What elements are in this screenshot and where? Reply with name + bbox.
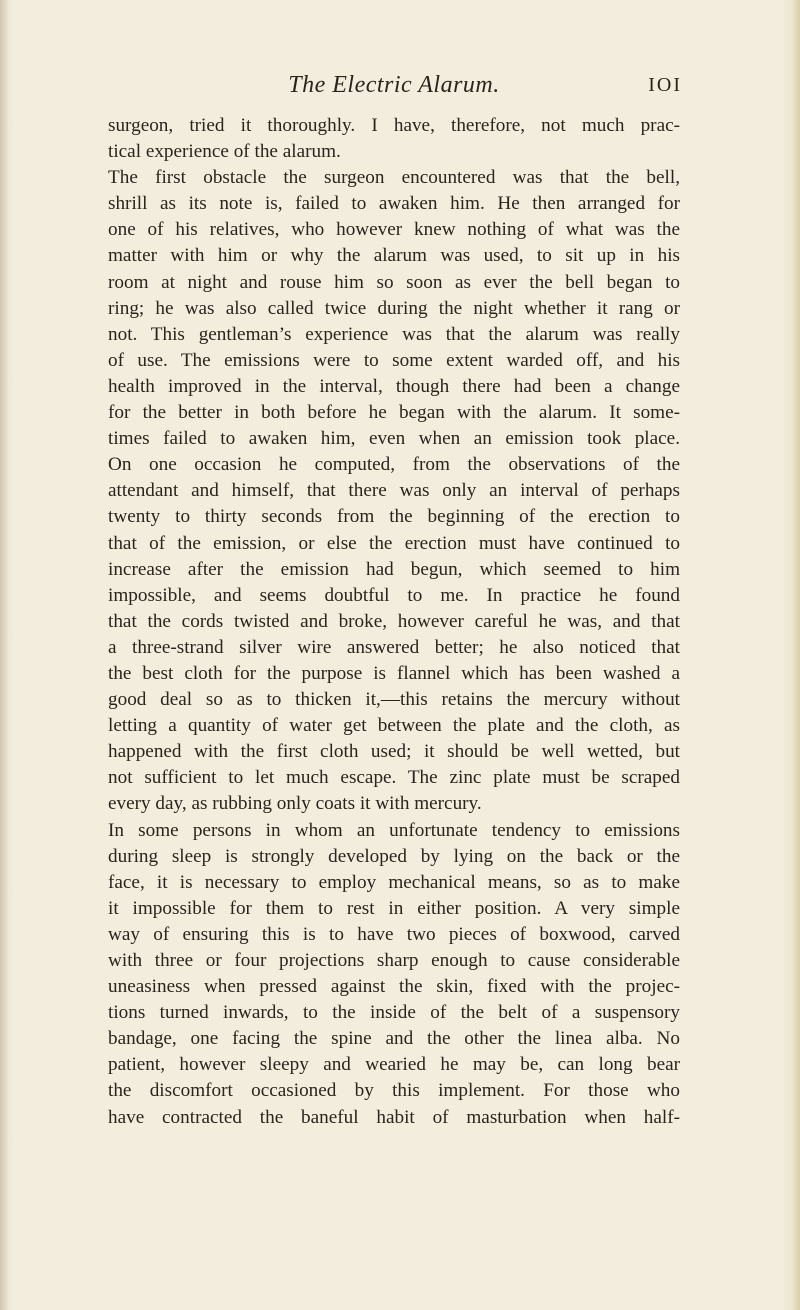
text-line: twenty to thirty seconds from the beginning of the erection to: [108, 506, 680, 528]
text-line: impossible, and seems doubtful to me. In practice he found: [108, 584, 680, 606]
text-line: every day, as rubbing only coats it with mercury.: [108, 793, 482, 815]
text-line: way of ensuring this is to have two pieces of boxwood, carved: [108, 923, 680, 945]
text-line: the discomfort occasioned by this implement. For those who: [108, 1080, 680, 1102]
text-line: that the cords twisted and broke, however careful he was, and that: [108, 610, 680, 632]
text-line: room at night and rouse him so soon as ever the bell began to: [108, 271, 680, 293]
text-line: attendant and himself, that there was only an interval of perhaps: [108, 480, 680, 502]
text-line: ring; he was also called twice during the night whether it rang or: [108, 297, 680, 319]
text-line: during sleep is strongly developed by lying on the back or the: [108, 845, 680, 867]
running-header: [108, 72, 680, 106]
text-line: for the better in both before he began with the alarum. It some-: [108, 402, 680, 424]
text-line: On one occasion he computed, from the observations of the: [108, 454, 680, 476]
running-title: The Electric Alarum.: [288, 72, 500, 98]
text-line: a three-strand silver wire answered better; he also noticed that: [108, 636, 680, 658]
page-left-edge: [0, 0, 8, 1310]
text-line: have contracted the baneful habit of masturbation when half-: [108, 1106, 680, 1128]
text-line: one of his relatives, who however knew nothing of what was the: [108, 219, 680, 241]
text-line: that of the emission, or else the erection must have continued to: [108, 532, 680, 554]
text-line: good deal so as to thicken it,—this retains the mercury without: [108, 689, 680, 711]
page-right-edge: [790, 0, 800, 1310]
text-line: uneasiness when pressed against the skin, fixed with the projec-: [108, 976, 680, 998]
text-line: tical experience of the alarum.: [108, 141, 341, 163]
text-line: of use. The emissions were to some extent warded off, and his: [108, 349, 680, 371]
text-line: with three or four projections sharp enough to cause considerable: [108, 950, 680, 971]
text-line: patient, however sleepy and wearied he may be, can long bear: [108, 1054, 680, 1076]
text-line: the best cloth for the purpose is flannel which has been washed a: [108, 662, 680, 684]
text-line: tions turned inwards, to the inside of the belt of a suspensory: [108, 1002, 680, 1024]
text-line: not sufficient to let much escape. The zinc plate must be scraped: [108, 767, 680, 789]
text-line: happened with the first cloth used; it should be well wetted, but: [108, 741, 680, 763]
text-line: times failed to awaken him, even when an emission took place.: [108, 428, 680, 450]
body-text: [108, 113, 680, 1131]
text-line: matter with him or why the alarum was used, to sit up in his: [108, 245, 680, 267]
text-line: The first obstacle the surgeon encountered was that the bell,: [108, 167, 680, 189]
text-line: it impossible for them to rest in either position. A very simple: [108, 897, 680, 919]
text-line: increase after the emission had begun, which seemed to him: [108, 558, 680, 580]
text-line: health improved in the interval, though there had been a change: [108, 375, 680, 397]
text-line: bandage, one facing the spine and the other the linea alba. No: [108, 1028, 680, 1050]
text-line: shrill as its note is, failed to awaken him. He then arranged for: [108, 193, 680, 215]
text-line: not. This gentleman’s experience was that the alarum was really: [108, 323, 680, 345]
text-line: letting a quantity of water get between the plate and the cloth, as: [108, 715, 680, 737]
text-line: face, it is necessary to employ mechanical means, so as to make: [108, 871, 680, 893]
text-line: surgeon, tried it thoroughly. I have, therefore, not much prac-: [108, 115, 680, 136]
page-number: IOI: [648, 74, 682, 96]
text-line: In some persons in whom an unfortunate tendency to emissions: [108, 819, 680, 841]
